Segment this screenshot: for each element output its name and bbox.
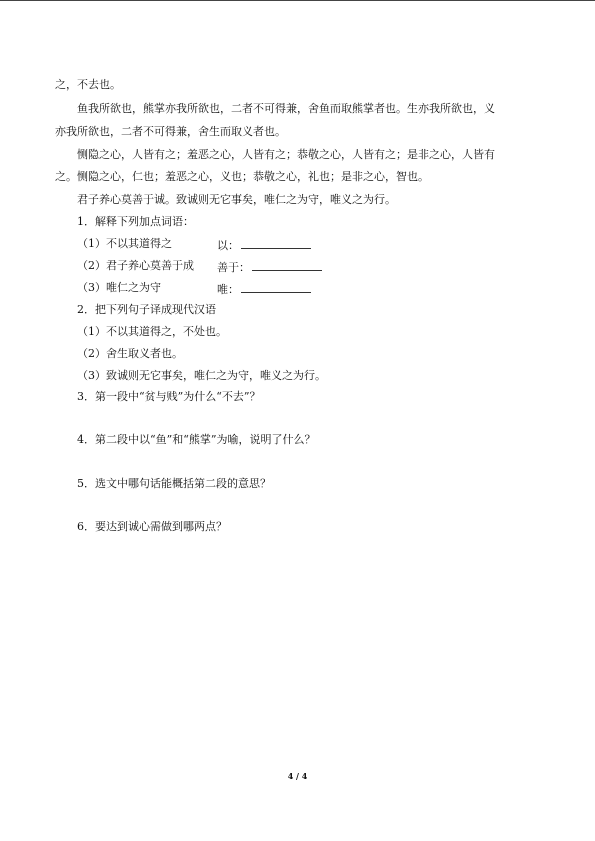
item-text: 唯仁之为守 <box>106 281 161 294</box>
item-number: （3） <box>77 281 106 294</box>
question-2-item: （2）舍生取义者也。 <box>77 347 183 360</box>
passage-line-2: 鱼我所欲也，熊掌亦我所欲也，二者不可得兼，舍鱼而取熊掌者也。生亦我所欲也，义 <box>77 102 495 115</box>
question-1-item <box>77 281 161 295</box>
question-3: 3．第一段中“贫与贱”为什么“不去”？ <box>77 390 261 403</box>
passage-line-5: 之。恻隐之心，仁也；羞恶之心，义也；恭敬之心，礼也；是非之心，智也。 <box>55 170 429 183</box>
passage-line-4: 恻隐之心，人皆有之；羞恶之心，人皆有之；恭敬之心，人皆有之；是非之心，人皆有 <box>77 148 495 161</box>
target-word: 唯： <box>217 283 239 296</box>
passage-line-1: 之，不去也。 <box>55 78 121 91</box>
question-1-answer <box>217 237 311 253</box>
question-1-item <box>77 259 194 273</box>
question-2-title: 2．把下列句子译成现代汉语 <box>77 303 216 316</box>
question-1-title: 1．解释下列加点词语： <box>77 215 194 228</box>
passage-line-3: 亦我所欲也，二者不可得兼，舍生而取义者也。 <box>55 125 286 138</box>
page-number: 4 / 4 <box>287 771 308 781</box>
question-2-item: （3）致诚则无它事矣，唯仁之为守，唯义之为行。 <box>77 369 326 382</box>
item-text: 不以其道得之 <box>106 237 172 250</box>
question-1-item <box>77 237 172 251</box>
target-word: 善于： <box>217 261 250 274</box>
question-4: 4．第二段中以“鱼”和“熊掌”为喻，说明了什么？ <box>77 433 316 446</box>
question-1-answer <box>217 281 311 297</box>
question-1-answer <box>217 259 322 275</box>
answer-blank[interactable] <box>252 259 322 271</box>
question-5: 5．选文中哪句话能概括第二段的意思？ <box>77 477 271 490</box>
target-word: 以： <box>217 239 239 252</box>
item-number: （2） <box>77 259 106 272</box>
question-6: 6．要达到诚心需做到哪两点？ <box>77 520 227 533</box>
question-2-item: （1）不以其道得之，不处也。 <box>77 325 227 338</box>
item-number: （1） <box>77 237 106 250</box>
item-text: 君子养心莫善于成 <box>106 259 194 272</box>
passage-line-6: 君子养心莫善于诚。致诚则无它事矣，唯仁之为守，唯义之为行。 <box>77 193 396 206</box>
answer-blank[interactable] <box>241 237 311 249</box>
answer-blank[interactable] <box>241 281 311 293</box>
